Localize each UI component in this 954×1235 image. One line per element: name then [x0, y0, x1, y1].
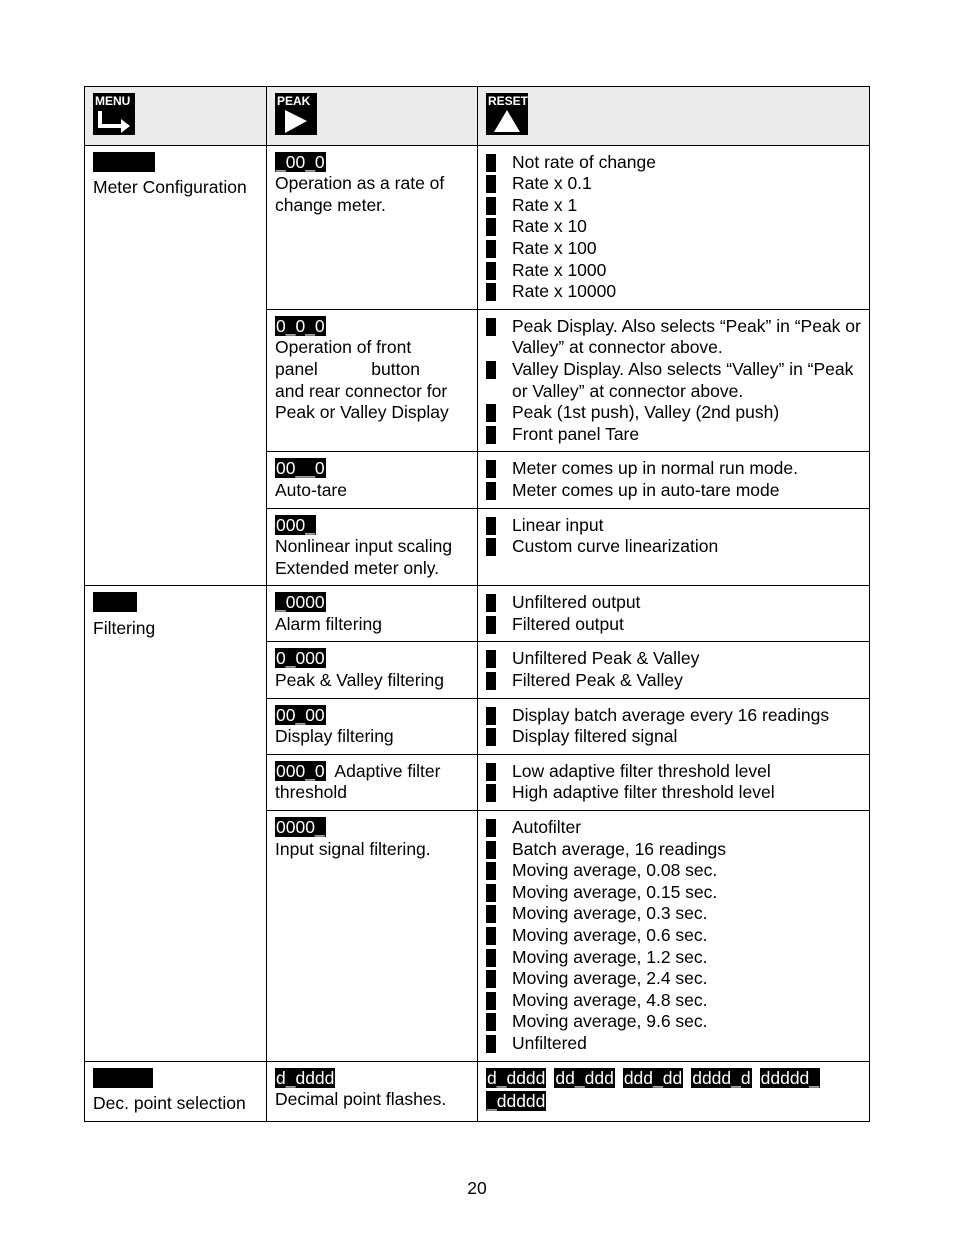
peak-key-cell [267, 87, 478, 146]
option-item [486, 238, 861, 260]
setting-cell [267, 452, 478, 508]
setting-cell [267, 698, 478, 754]
section-code [93, 1068, 153, 1088]
digit-bar-icon [486, 460, 496, 478]
options-cell [478, 642, 870, 698]
digit-bar-icon [486, 862, 496, 880]
digit-bar-icon [486, 426, 496, 444]
section-label: Dec. point selection [93, 1093, 246, 1114]
option-item [486, 458, 861, 480]
option-item [486, 726, 861, 748]
option-item [486, 648, 861, 670]
reset-key-cell [478, 87, 870, 146]
option-item [486, 968, 861, 990]
option-item [486, 614, 861, 636]
options-cell [478, 586, 870, 642]
digit-bar-icon [486, 482, 496, 500]
decimal-code: ddd_dd [623, 1067, 683, 1088]
table-row [85, 586, 870, 642]
decimal-codes [486, 1068, 861, 1114]
options-cell [478, 754, 870, 810]
reset-key-icon: RESET [486, 93, 528, 135]
option-item [486, 947, 861, 969]
digit-bar-icon [486, 154, 496, 172]
option-item [486, 903, 861, 925]
setting-code: 0000_ [276, 817, 325, 838]
options-cell [478, 811, 870, 1062]
option-item [486, 839, 861, 861]
digit-bar-icon [486, 884, 496, 902]
option-item [486, 281, 861, 303]
setting-cell [267, 508, 478, 586]
option-text: Rate x 100 [512, 237, 597, 258]
option-item [486, 1033, 861, 1055]
option-item [486, 260, 861, 282]
option-text: Rate x 10000 [512, 281, 617, 302]
digit-bar-icon [486, 594, 496, 612]
section-cell [85, 1061, 267, 1121]
digit-bar-icon [486, 905, 496, 923]
setting-description: Auto-tare [275, 479, 347, 500]
option-item [486, 782, 861, 804]
option-text: Unfiltered [512, 1032, 587, 1053]
options-cell [478, 309, 870, 452]
digit-bar-icon [486, 927, 496, 945]
table-row [85, 1061, 870, 1121]
digit-bar-icon [486, 672, 496, 690]
setting-cell [267, 642, 478, 698]
option-text: Filtered output [512, 613, 624, 634]
option-item [486, 515, 861, 537]
setting-cell [267, 145, 478, 309]
page-number: 20 [467, 1178, 487, 1198]
digit-bar-icon [486, 841, 496, 859]
option-text: Autofilter [512, 817, 582, 838]
decimal-code: dddd_d [692, 1067, 751, 1088]
option-text: Unfiltered Peak & Valley [512, 648, 700, 669]
section-label: Meter Configuration [93, 177, 247, 198]
option-item [486, 817, 861, 839]
options-cell [478, 145, 870, 309]
digit-bar-icon [486, 175, 496, 193]
digit-bar-icon [486, 784, 496, 802]
setting-code: _0000 [276, 592, 325, 613]
decimal-code: _ddddd [487, 1090, 546, 1111]
option-text: Filtered Peak & Valley [512, 670, 683, 691]
option-text: Valley Display. Also selects “Valley” in “Peak or Valley” at connector above. [512, 358, 854, 401]
option-text: Rate x 1 [512, 194, 578, 215]
digit-bar-icon [486, 404, 496, 422]
setting-code: 000_0 [276, 760, 325, 781]
setting-description: Operation as a rate of change meter. [275, 173, 450, 215]
option-text: Display filtered signal [512, 726, 678, 747]
setting-code: 00__0 [276, 458, 325, 479]
setting-cell [267, 811, 478, 1062]
digit-bar-icon [486, 283, 496, 301]
decimal-code: dd_ddd [555, 1067, 614, 1088]
option-item [486, 402, 861, 424]
digit-bar-icon [486, 819, 496, 837]
options-cell [478, 1061, 870, 1121]
option-item [486, 152, 861, 174]
option-text: Rate x 1000 [512, 259, 607, 280]
digit-bar-icon [486, 949, 496, 967]
digit-bar-icon [486, 1013, 496, 1031]
option-item [486, 705, 861, 727]
table-row [85, 145, 870, 309]
setting-code: 0_0_0 [276, 315, 325, 336]
setting-code: 0_000 [276, 648, 325, 669]
option-item [486, 761, 861, 783]
option-text: Moving average, 0.6 sec. [512, 925, 708, 945]
option-text: Moving average, 1.2 sec. [512, 946, 708, 967]
peak-key-icon: PEAK [275, 93, 317, 135]
digit-bar-icon [486, 650, 496, 668]
setting-cell [267, 754, 478, 810]
option-item [486, 536, 861, 558]
option-text: Front panel Tare [512, 423, 640, 444]
option-text: High adaptive filter threshold level [512, 782, 775, 803]
option-text: Not rate of change [512, 151, 656, 172]
options-cell [478, 508, 870, 586]
digit-bar-icon [486, 197, 496, 215]
digit-bar-icon [486, 707, 496, 725]
option-item [486, 670, 861, 692]
setting-description: Operation of front panel button and rear connector for Peak or Valley Display [275, 337, 449, 423]
digit-bar-icon [486, 218, 496, 236]
setting-description: Peak & Valley filtering [275, 670, 444, 691]
option-text: Low adaptive filter threshold level [512, 760, 771, 781]
setting-description: Input signal filtering. [275, 838, 431, 859]
option-text: Meter comes up in normal run mode. [512, 458, 798, 479]
header-row [85, 87, 870, 146]
option-text: Moving average, 9.6 sec. [512, 1011, 708, 1032]
digit-bar-icon [486, 517, 496, 535]
setting-code: d_dddd [276, 1067, 335, 1088]
digit-bar-icon [486, 763, 496, 781]
option-item [486, 860, 861, 882]
option-item [486, 480, 861, 502]
setting-description: Adaptive filter threshold [275, 760, 441, 803]
option-item [486, 359, 861, 402]
option-text: Unfiltered output [512, 592, 641, 613]
option-item [486, 925, 861, 947]
section-cell [85, 145, 267, 586]
option-text: Rate x 10 [512, 216, 587, 237]
setting-cell [267, 309, 478, 452]
setting-description: Decimal point flashes. [275, 1089, 447, 1110]
option-item [486, 1011, 861, 1033]
setting-cell [267, 1061, 478, 1121]
digit-bar-icon [486, 538, 496, 556]
setting-cell [267, 586, 478, 642]
option-text: Rate x 0.1 [512, 173, 592, 194]
option-text: Moving average, 4.8 sec. [512, 989, 708, 1010]
option-text: Moving average, 0.3 sec. [512, 903, 708, 924]
option-text: Custom curve linearization [512, 536, 719, 557]
digit-bar-icon [486, 1035, 496, 1053]
option-item [486, 195, 861, 217]
option-text: Moving average, 2.4 sec. [512, 968, 708, 989]
digit-bar-icon [486, 361, 496, 379]
section-cell [85, 586, 267, 1061]
option-text: Linear input [512, 514, 604, 535]
option-text: Peak Display. Also selects “Peak” in “Peak or Valley” at connector above. [512, 315, 861, 358]
digit-bar-icon [486, 616, 496, 634]
decimal-code: d_dddd [487, 1067, 546, 1088]
option-item [486, 316, 861, 359]
setting-code: _00_0 [276, 151, 325, 172]
setting-code: 000_ [276, 514, 315, 535]
option-text: Display batch average every 16 readings [512, 704, 830, 725]
digit-bar-icon [486, 318, 496, 336]
menu-key-icon: MENU [93, 93, 135, 135]
option-item [486, 592, 861, 614]
option-item [486, 882, 861, 904]
section-code [93, 592, 137, 612]
option-text: Meter comes up in auto-tare mode [512, 479, 780, 500]
option-text: Moving average, 0.08 sec. [512, 860, 718, 881]
decimal-code: ddddd_ [760, 1067, 820, 1088]
digit-bar-icon [486, 728, 496, 746]
option-text: Peak (1st push), Valley (2nd push) [512, 402, 780, 423]
section-code [93, 152, 155, 172]
option-item [486, 990, 861, 1012]
options-cell [478, 452, 870, 508]
options-cell [478, 698, 870, 754]
setting-description: Display filtering [275, 726, 394, 747]
digit-bar-icon [486, 992, 496, 1010]
setting-description: Nonlinear input scaling Extended meter only. [275, 536, 453, 578]
digit-bar-icon [486, 262, 496, 280]
option-text: Moving average, 0.15 sec. [512, 881, 718, 902]
setting-description: Alarm filtering [275, 613, 382, 634]
section-label: Filtering [93, 617, 156, 638]
option-item [486, 173, 861, 195]
menu-key-cell [85, 87, 267, 146]
menu-table [84, 86, 870, 1122]
digit-bar-icon [486, 970, 496, 988]
option-text: Batch average, 16 readings [512, 838, 727, 859]
digit-bar-icon [486, 240, 496, 258]
option-item [486, 424, 861, 446]
option-item [486, 216, 861, 238]
setting-code: 00_00 [276, 704, 325, 725]
